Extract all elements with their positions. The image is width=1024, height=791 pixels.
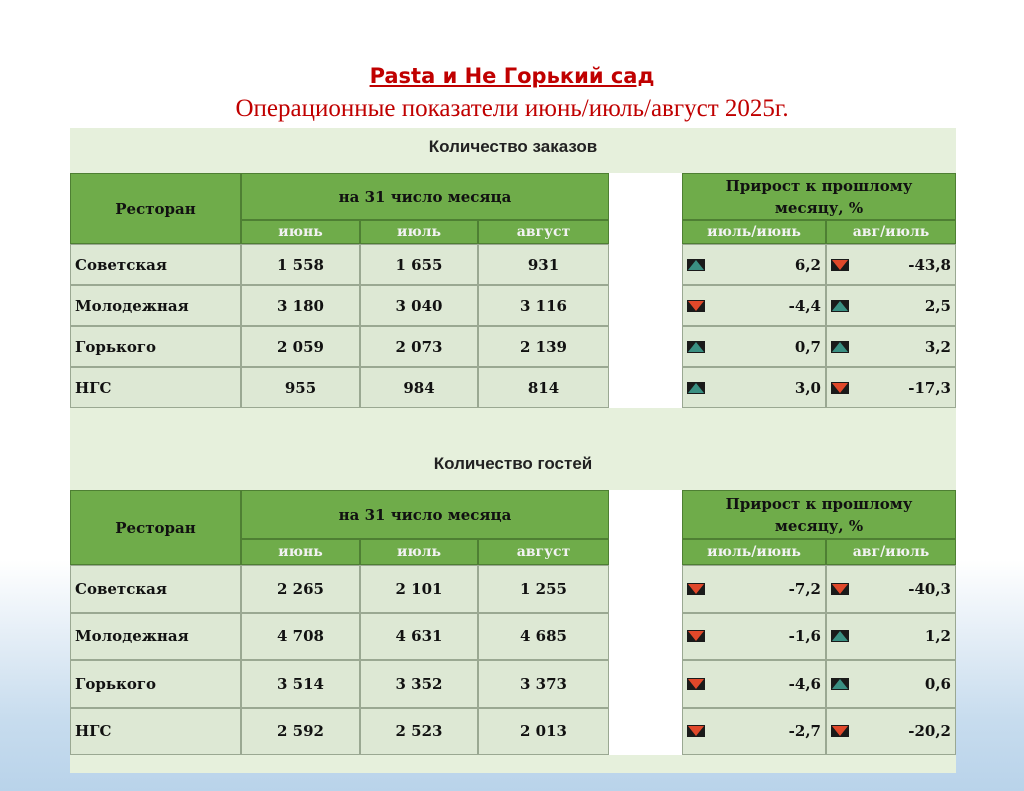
- arrow-up-icon: [831, 341, 849, 353]
- section-title: Количество гостей: [433, 454, 593, 473]
- growth-aug-jul: 1,2: [826, 613, 956, 661]
- value-june: 4 708: [241, 613, 360, 661]
- section-title: Количество заказов: [428, 137, 598, 156]
- value-august: 814: [478, 367, 609, 408]
- month-header: июль: [360, 220, 478, 244]
- arrow-down-icon: [687, 583, 705, 595]
- growth-aug-jul: 2,5: [826, 285, 956, 326]
- growth-aug-jul: -17,3: [826, 367, 956, 408]
- growth-header: Прирост к прошлому месяцу, %: [682, 173, 956, 220]
- value-july: 984: [360, 367, 478, 408]
- column-gap: [609, 490, 682, 755]
- value-july: 4 631: [360, 613, 478, 661]
- column-gap: [609, 173, 682, 408]
- arrow-down-icon: [687, 725, 705, 737]
- value-july: 3 040: [360, 285, 478, 326]
- restaurant-name: Молодежная: [70, 285, 241, 326]
- growth-jul-jun: 6,2: [682, 244, 826, 285]
- arrow-down-icon: [831, 725, 849, 737]
- growth-aug-jul: -20,2: [826, 708, 956, 756]
- value-august: 2 139: [478, 326, 609, 367]
- value-june: 2 059: [241, 326, 360, 367]
- growth-header: Прирост к прошлому месяцу, %: [682, 490, 956, 539]
- restaurant-name: Горького: [70, 660, 241, 708]
- growth-aug-jul: -43,8: [826, 244, 956, 285]
- value-july: 2 101: [360, 565, 478, 613]
- restaurant-name: НГС: [70, 708, 241, 756]
- value-august: 4 685: [478, 613, 609, 661]
- arrow-down-icon: [687, 678, 705, 690]
- month-header: июль: [360, 539, 478, 565]
- growth-jul-jun: 0,7: [682, 326, 826, 367]
- growth-jul-jun: -2,7: [682, 708, 826, 756]
- restaurant-name: НГС: [70, 367, 241, 408]
- value-july: 1 655: [360, 244, 478, 285]
- value-june: 3 180: [241, 285, 360, 326]
- arrow-up-icon: [687, 382, 705, 394]
- restaurant-header: Ресторан: [70, 490, 241, 565]
- arrow-down-icon: [687, 630, 705, 642]
- growth-col-header: авг/июль: [826, 539, 956, 565]
- month-header: июнь: [241, 539, 360, 565]
- arrow-down-icon: [831, 259, 849, 271]
- value-august: 1 255: [478, 565, 609, 613]
- growth-jul-jun: -4,4: [682, 285, 826, 326]
- growth-aug-jul: 3,2: [826, 326, 956, 367]
- growth-jul-jun: -7,2: [682, 565, 826, 613]
- restaurant-name: Молодежная: [70, 613, 241, 661]
- value-july: 2 073: [360, 326, 478, 367]
- period-header: на 31 число месяца: [241, 173, 609, 220]
- growth-jul-jun: -1,6: [682, 613, 826, 661]
- value-june: 3 514: [241, 660, 360, 708]
- growth-col-header: авг/июль: [826, 220, 956, 244]
- value-august: 3 116: [478, 285, 609, 326]
- arrow-up-icon: [687, 259, 705, 271]
- value-july: 3 352: [360, 660, 478, 708]
- arrow-up-icon: [831, 678, 849, 690]
- growth-jul-jun: 3,0: [682, 367, 826, 408]
- growth-aug-jul: -40,3: [826, 565, 956, 613]
- presentation-subtitle: Операционные показатели июнь/июль/август 2025г.: [235, 95, 789, 122]
- arrow-up-icon: [831, 630, 849, 642]
- arrow-down-icon: [831, 583, 849, 595]
- month-header: июнь: [241, 220, 360, 244]
- growth-jul-jun: -4,6: [682, 660, 826, 708]
- value-august: 931: [478, 244, 609, 285]
- value-june: 2 592: [241, 708, 360, 756]
- month-header: август: [478, 220, 609, 244]
- restaurant-name: Советская: [70, 244, 241, 285]
- value-august: 3 373: [478, 660, 609, 708]
- growth-col-header: июль/июнь: [682, 220, 826, 244]
- value-july: 2 523: [360, 708, 478, 756]
- period-header: на 31 число месяца: [241, 490, 609, 539]
- arrow-down-icon: [687, 300, 705, 312]
- presentation-title: Pasta и Не Горький сад: [369, 64, 655, 88]
- restaurant-header: Ресторан: [70, 173, 241, 244]
- growth-col-header: июль/июнь: [682, 539, 826, 565]
- arrow-down-icon: [831, 382, 849, 394]
- value-june: 955: [241, 367, 360, 408]
- value-june: 1 558: [241, 244, 360, 285]
- arrow-up-icon: [831, 300, 849, 312]
- month-header: август: [478, 539, 609, 565]
- restaurant-name: Горького: [70, 326, 241, 367]
- value-august: 2 013: [478, 708, 609, 756]
- value-june: 2 265: [241, 565, 360, 613]
- growth-aug-jul: 0,6: [826, 660, 956, 708]
- arrow-up-icon: [687, 341, 705, 353]
- restaurant-name: Советская: [70, 565, 241, 613]
